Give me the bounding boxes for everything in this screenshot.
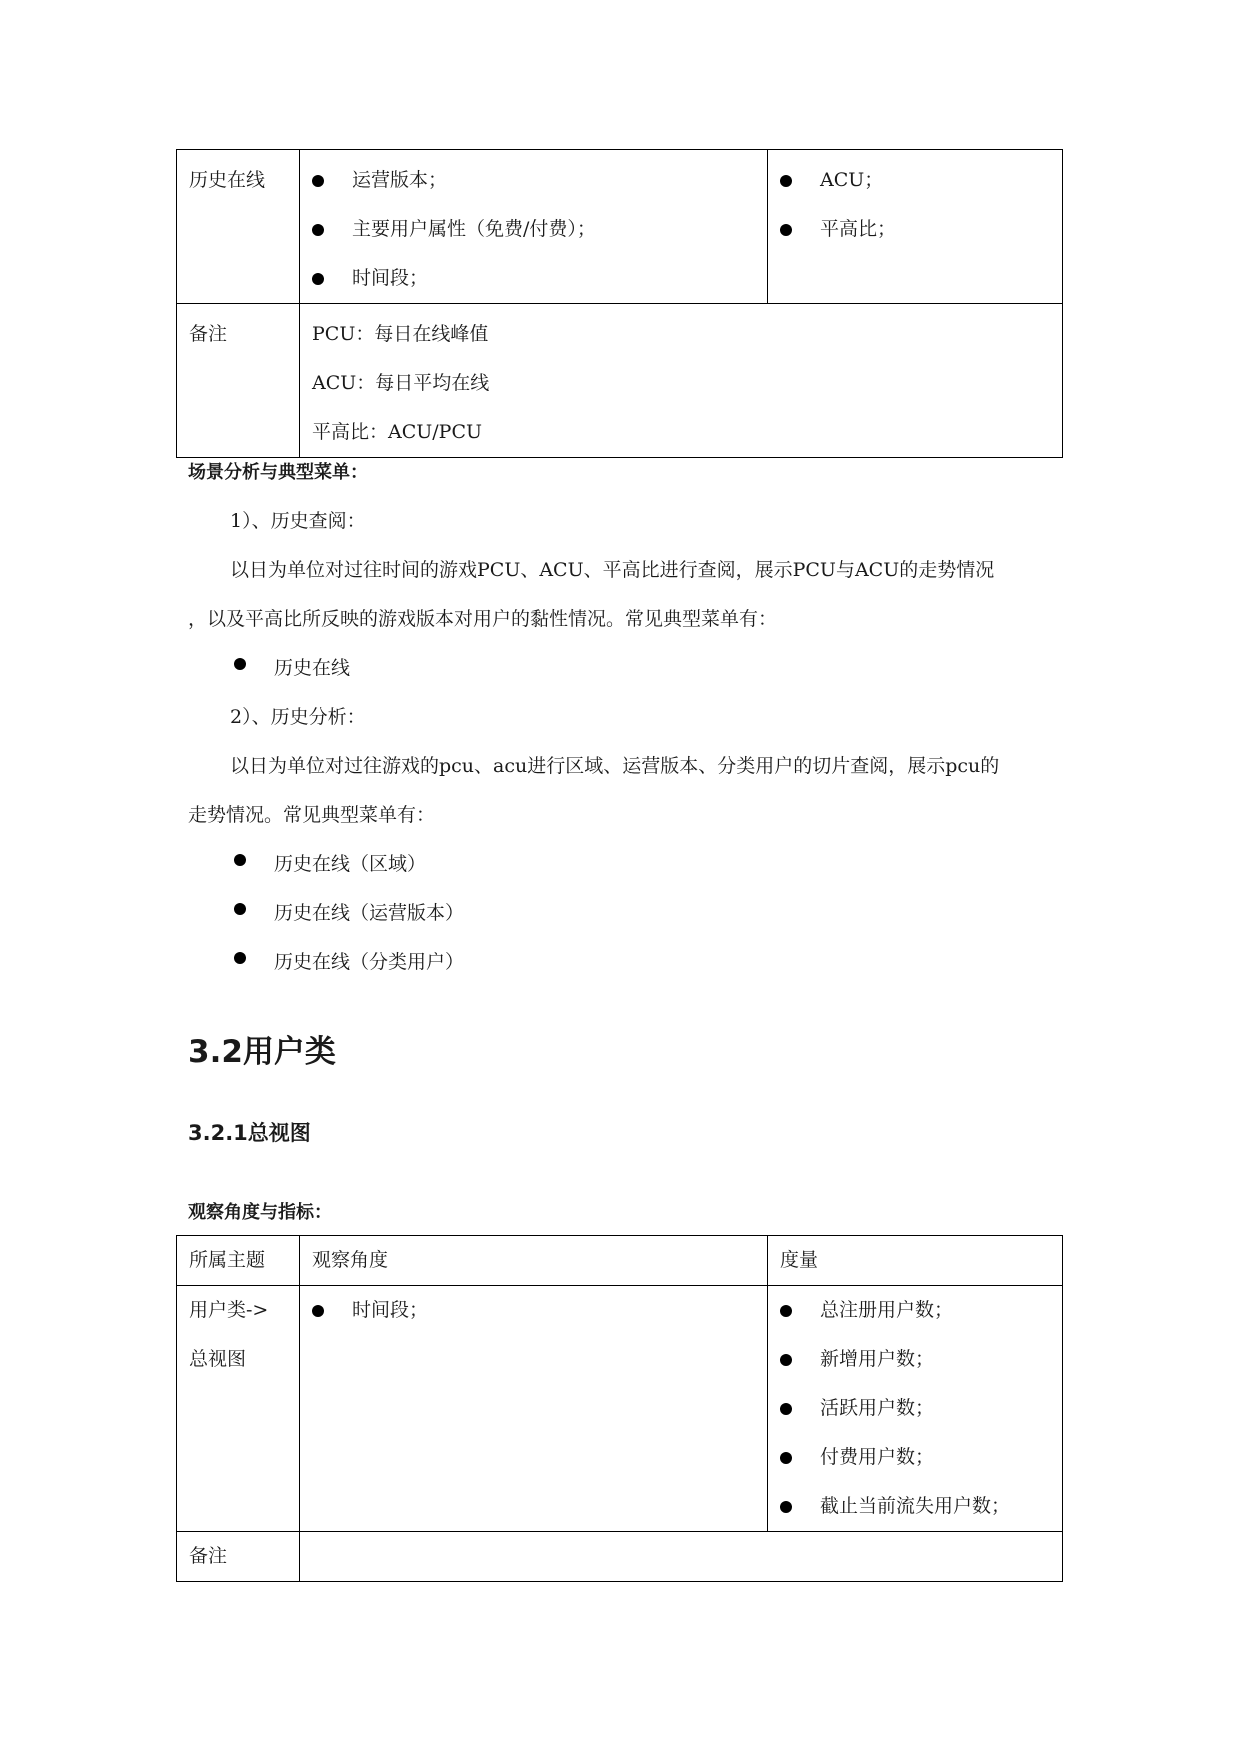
item2-desc-line2: 走势情况。常见典型菜单有： bbox=[188, 804, 436, 826]
table-cell-theme bbox=[177, 1286, 300, 1532]
menu-item: 历史在线（区域） bbox=[234, 849, 426, 876]
bullet-icon bbox=[780, 224, 792, 236]
table-user-overview bbox=[176, 1235, 1063, 1582]
bullet-icon bbox=[234, 854, 246, 866]
list-item: 新增用户数； bbox=[780, 1335, 1062, 1384]
menu-item: 历史在线（运营版本） bbox=[234, 898, 464, 925]
bullet-icon bbox=[780, 175, 792, 187]
note-line: PCU：每日在线峰值 bbox=[312, 323, 489, 345]
note-line: 平高比：ACU/PCU bbox=[312, 421, 483, 443]
scenario-heading: 场景分析与典型菜单： bbox=[188, 462, 368, 483]
bullet-icon bbox=[234, 658, 246, 670]
item2-title: 2）、历史分析： bbox=[230, 706, 366, 728]
menu-item: 历史在线 bbox=[234, 653, 350, 680]
table-cell-measures bbox=[768, 1286, 1063, 1532]
list-item: 主要用户属性（免费/付费）； bbox=[312, 205, 767, 254]
item1-desc-line1: 以日为单位对过往时间的游戏PCU、ACU、平高比进行查阅，展示PCU与ACU的走势情况 bbox=[230, 559, 995, 581]
row-label: 备注 bbox=[189, 323, 228, 345]
table-row bbox=[177, 150, 1063, 304]
table-row bbox=[177, 1286, 1063, 1532]
metrics-heading: 观察角度与指标： bbox=[188, 1202, 332, 1223]
item1-title: 1）、历史查阅： bbox=[230, 510, 366, 532]
table-row bbox=[177, 1532, 1063, 1582]
list-item: 运营版本； bbox=[312, 156, 767, 205]
list-item: 时间段； bbox=[312, 1286, 767, 1335]
bullet-icon bbox=[234, 903, 246, 915]
table-history-online bbox=[176, 149, 1063, 458]
table-header-row bbox=[177, 1236, 1063, 1286]
bullet-icon bbox=[312, 273, 324, 285]
column-header: 所属主题 bbox=[177, 1236, 300, 1286]
item2-desc-line1: 以日为单位对过往游戏的pcu、acu进行区域、运营版本、分类用户的切片查阅，展示pcu的 bbox=[230, 755, 1000, 777]
list-item: 总注册用户数； bbox=[780, 1286, 1062, 1335]
table-cell-angles bbox=[300, 1286, 768, 1532]
table-cell-remarks bbox=[300, 1532, 1063, 1582]
bullet-icon bbox=[312, 1305, 324, 1317]
table-cell-measures bbox=[768, 150, 1063, 304]
table-row bbox=[177, 304, 1063, 458]
list-item: 时间段； bbox=[312, 254, 767, 303]
bullet-icon bbox=[780, 1305, 792, 1317]
list-item: 平高比； bbox=[780, 205, 1062, 254]
item1-desc-line2: ，以及平高比所反映的游戏版本对用户的黏性情况。常见典型菜单有： bbox=[188, 608, 778, 630]
bullet-icon bbox=[312, 224, 324, 236]
subsection-title: 3.2.1总视图 bbox=[188, 1121, 311, 1145]
list-item: 截止当前流失用户数； bbox=[780, 1482, 1062, 1531]
list-item: 付费用户数； bbox=[780, 1433, 1062, 1482]
table-cell-remark-label bbox=[177, 304, 300, 458]
column-header: 度量 bbox=[768, 1236, 1063, 1286]
table-cell-theme bbox=[177, 150, 300, 304]
menu-item: 历史在线（分类用户） bbox=[234, 947, 464, 974]
theme-line: 用户类-> bbox=[189, 1299, 269, 1321]
bullet-icon bbox=[780, 1403, 792, 1415]
bullet-icon bbox=[234, 952, 246, 964]
list-item: ACU； bbox=[780, 156, 1062, 205]
bullet-icon bbox=[312, 175, 324, 187]
list-item: 活跃用户数； bbox=[780, 1384, 1062, 1433]
row-label: 历史在线 bbox=[189, 169, 266, 191]
note-line: ACU：每日平均在线 bbox=[312, 372, 490, 394]
table-cell-angles bbox=[300, 150, 768, 304]
bullet-icon bbox=[780, 1452, 792, 1464]
bullet-icon bbox=[780, 1501, 792, 1513]
column-header: 观察角度 bbox=[300, 1236, 768, 1286]
table-cell-remarks bbox=[300, 304, 1063, 458]
bullet-icon bbox=[780, 1354, 792, 1366]
table-cell-remark-label: 备注 bbox=[177, 1532, 300, 1582]
section-title: 3.2用户类 bbox=[188, 1034, 336, 1070]
theme-line: 总视图 bbox=[189, 1348, 247, 1370]
